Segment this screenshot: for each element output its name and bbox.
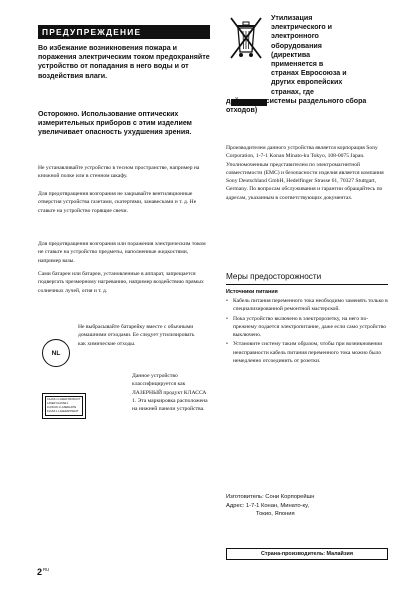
disposal-heading-line: применяется в (271, 60, 324, 69)
precautions-heading: Меры предосторожности (226, 272, 322, 281)
list-item: • Кабель питания переменного тока необходимо заменять только в специализированной ремонтной мастерской. (226, 297, 388, 314)
laser-text: Данное устройство классифицируется как ЛАЗЕРНЫЙ продукт КЛАССА 1. Эта маркировка расположена на нижней панели устройства. (132, 373, 208, 413)
list-item: • Пока устройство включено в электророзетку, на него по-прежнему подается электропитание, даже если само устройство выключено. (226, 315, 388, 340)
disposal-heading-line: электронного (271, 32, 319, 41)
caution-text: Осторожно. Использование оптических измерительных приборов с этим изделием увеличивает опасность ухудшения зрения. (38, 110, 192, 137)
country-of-origin: Страна-производитель: Малайзия (226, 548, 388, 560)
warning-banner: ПРЕДУПРЕЖДЕНИЕ (38, 25, 210, 39)
disposal-heading-line: электрического и (271, 23, 333, 32)
precautions-list (226, 297, 388, 365)
laser-label-line: CLASS 1 LASER PRODUCT (47, 398, 81, 401)
page-lang: RU (43, 567, 50, 572)
disposal-heading-line: Утилизация (271, 14, 313, 22)
manufacturer-line: Токио, Япония (256, 511, 295, 518)
disposal-heading-line: (директива (271, 50, 311, 59)
page-number (37, 567, 49, 577)
power-sources-subheading: Источники питания (226, 289, 278, 295)
disposal-heading-tail: действуют системы раздельного сбора отходов) (226, 97, 367, 115)
manufacturer-info: Производителем данного устройства является корпорация Sony Corporation, 1-7-1 Konan Minato-ku Tokyo, 108-0075 Japan. Уполномоченным представителем по электромагнитной совместимости (EMC) и безопасности изделия является компания Sony Deutschland GmbH, Hedelfinger Strasse 61, 70327 Stuttgart, Germany. По вопросам обслуживания и гарантии обращайтесь по адресам, указанным в соответствующих документах. (226, 145, 384, 201)
warning-para-4: Сами батареи или батареи, установленные в аппарат, запрещается подвергать чрезмерному нагреванию, например воздействию прямых солнечных лучей, огня и т. д. (38, 271, 204, 294)
crossed-bin-icon (226, 12, 266, 64)
list-item: • Установите систему таким образом, чтобы при возникновении неисправности кабель питания переменного тока можно было немедленно отсоединить от розетки. (226, 340, 388, 365)
manufacturer-signature (226, 493, 388, 519)
manufacturer-line: Изготовитель: Сони Корпорейшн (226, 494, 315, 500)
battery-text: Не выбрасывайте батарейку вместе с обычными домашними отходами. Ее следует утилизировать как химические отходы. (78, 324, 195, 347)
manufacturer-line: Адрес: 1-7-1 Конан, Минато-ку, (226, 502, 310, 509)
page-number-value: 2 (37, 567, 43, 577)
precautions-divider (226, 284, 388, 285)
laser-label-line: KLASS 1 LASERAPPARAT (47, 409, 79, 413)
disposal-heading-line: странах, где (271, 87, 314, 96)
disposal-heading-line: странах Евросоюза и (271, 69, 347, 78)
disposal-heading-line: других европейских (271, 78, 343, 87)
battery-nl-icon: NL (42, 339, 70, 367)
disposal-heading (271, 14, 391, 97)
fire-warning-text: Во избежание возникновения пожара и поражения электрическим током предохраняйте устройство от попадания в него воды и от воздействия влаги. (38, 44, 210, 80)
warning-para-2: Для предотвращения возгорания не закрывайте вентиляционные отверстия устройства газетами, скатертями, занавесками и т. д. Не ставьте на устройство горящие свечи. (38, 191, 197, 214)
laser-label-line: LUOKAN 1 LASERLAITE (47, 405, 77, 409)
warning-para-3: Для предотвращения возгорания или поражения электрическим током не ставьте на устройство предметы, наполненные жидкостями, например вазы. (38, 241, 206, 264)
disposal-heading-line: оборудования (271, 41, 322, 50)
laser-label-line: LASER KLASSE 1 (47, 401, 69, 405)
warning-para-1: Не устанавливайте устройство в тесном пространстве, например на книжной полке или в стенном шкафу. (38, 165, 200, 180)
laser-class-label (42, 393, 86, 419)
